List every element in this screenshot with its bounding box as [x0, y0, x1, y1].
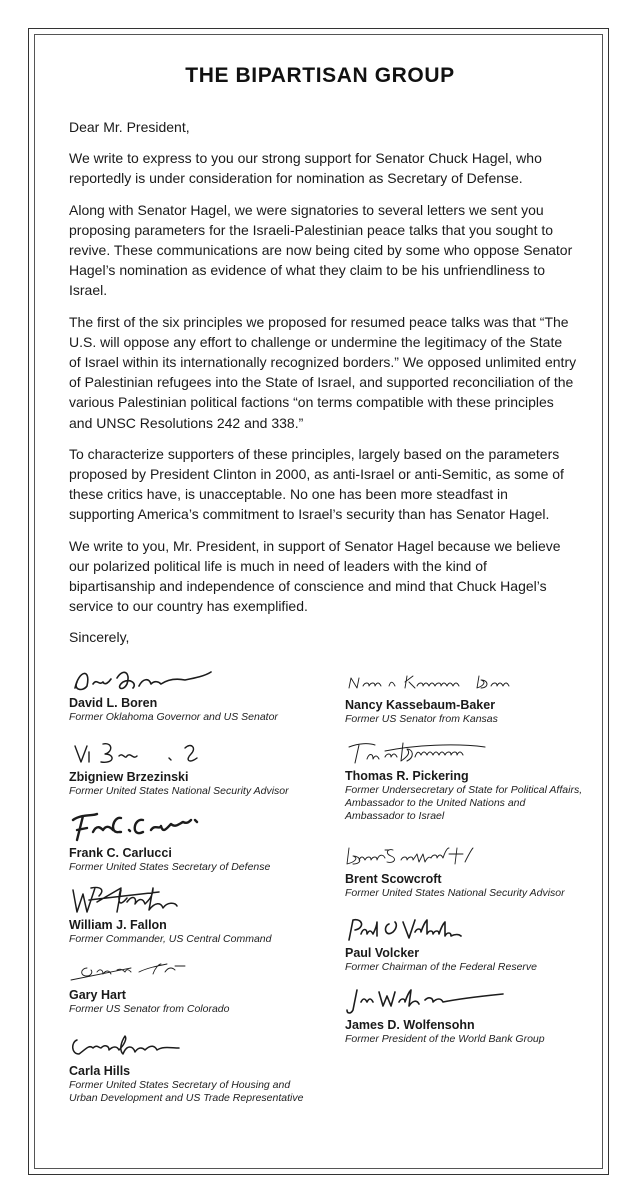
handwritten-signature-kassebaum-baker: [345, 670, 525, 696]
signatory-name: Frank C. Carlucci: [69, 846, 172, 860]
signature-block-wolfensohn: [345, 986, 585, 1046]
signatory-role: Former Undersecretary of State for Political Affairs, Ambassador to the United Nations and Ambassador to Israel: [345, 784, 583, 822]
handwritten-signature-volcker: [345, 914, 525, 944]
signatory-role: Former US Senator from Kansas: [345, 713, 498, 725]
handwritten-signature-hills: [69, 1030, 219, 1062]
paragraph-4: To characterize supporters of these principles, largely based on the parameters proposed by President Clinton in 2000, as anti-Israel or anti-Semitic, as some of these critics have, is unacceptable. No one has been more steadfast in supporting America’s commitment to Israel’s security than has Senator Hagel.: [69, 445, 564, 523]
handwritten-signature-brzezinski: [69, 738, 219, 768]
signatory-name: James D. Wolfensohn: [345, 1018, 475, 1032]
signatory-name: Brent Scowcroft: [345, 872, 442, 886]
handwritten-signature-pickering: [345, 739, 525, 767]
signatory-name: Zbigniew Brzezinski: [69, 770, 189, 784]
signature-block-hart: [69, 958, 319, 1016]
signatory-name: William J. Fallon: [69, 918, 167, 932]
signature-block-kassebaum-baker: [345, 670, 585, 726]
signatory-role: Former Chairman of the Federal Reserve: [345, 961, 537, 973]
handwritten-signature-scowcroft: [345, 842, 525, 870]
signature-block-boren: [69, 664, 319, 724]
signatory-name: Gary Hart: [69, 988, 126, 1002]
signature-block-scowcroft: [345, 842, 585, 900]
signatory-role: Former United States National Security Advisor: [345, 887, 565, 899]
letter-body: [69, 117, 577, 659]
signature-block-brzezinski: [69, 738, 319, 798]
signature-block-volcker: [345, 914, 585, 974]
paragraph-3: The first of the six principles we proposed for resumed peace talks was that “The U.S. will oppose any effort to challenge or undermine the legitimacy of the State of Israel within its internationally recognized borders.” We opposed unlimited entry of Palestinian refugees into the State of Israel, and supported reconciliation of the various Palestinian political factions “on terms compatible with these principles and UNSC Resolutions 242 and 338.”: [69, 313, 577, 431]
handwritten-signature-carlucci: [69, 810, 219, 844]
paragraph-1: We write to express to you our strong support for Senator Chuck Hagel, who reportedly is under consideration for nomination as Secretary of Defense.: [69, 150, 542, 187]
signatory-role: Former Commander, US Central Command: [69, 933, 272, 945]
signature-block-carlucci: [69, 810, 319, 874]
signatory-name: Paul Volcker: [345, 946, 420, 960]
signatory-role: Former US Senator from Colorado: [69, 1003, 230, 1015]
signatory-name: Thomas R. Pickering: [345, 769, 469, 783]
paragraph-2: Along with Senator Hagel, we were signatories to several letters we sent you proposing parameters for the Israeli-Palestinian peace talks that you sought to revive. These communications are now being cited by some who oppose Senator Hagel’s nomination as evidence of what they claim to be his unfriendliness to Israel.: [69, 201, 573, 299]
signatory-name: David L. Boren: [69, 696, 158, 710]
paragraph-5: We write to you, Mr. President, in support of Senator Hagel because we believe our polarized political life is much in need of leaders with the kind of bipartisanship and independence of conscience and mind that Chuck Hagel’s service to our country has exemplified.: [69, 537, 561, 615]
closing: Sincerely,: [69, 629, 130, 646]
signatory-role: Former United States Secretary of Defense: [69, 861, 271, 873]
handwritten-signature-wolfensohn: [345, 986, 525, 1016]
signatory-name: Nancy Kassebaum-Baker: [345, 698, 496, 712]
signatory-role: Former Oklahoma Governor and US Senator: [69, 711, 278, 723]
handwritten-signature-hart: [69, 958, 219, 986]
handwritten-signature-fallon: [69, 882, 219, 916]
signature-block-fallon: [69, 882, 319, 946]
signature-block-hills: [69, 1030, 319, 1105]
signatory-name: Carla Hills: [69, 1064, 131, 1078]
signature-block-pickering: [345, 739, 585, 823]
signatory-role: Former President of the World Bank Group: [345, 1033, 545, 1045]
salutation: Dear Mr. President,: [69, 119, 190, 135]
handwritten-signature-boren: [69, 664, 219, 694]
signatory-role: Former United States National Security Advisor: [69, 785, 289, 797]
signatory-role: Former United States Secretary of Housing and Urban Development and US Trade Representative: [69, 1079, 304, 1104]
letter-heading: THE BIPARTISAN GROUP: [185, 64, 455, 87]
